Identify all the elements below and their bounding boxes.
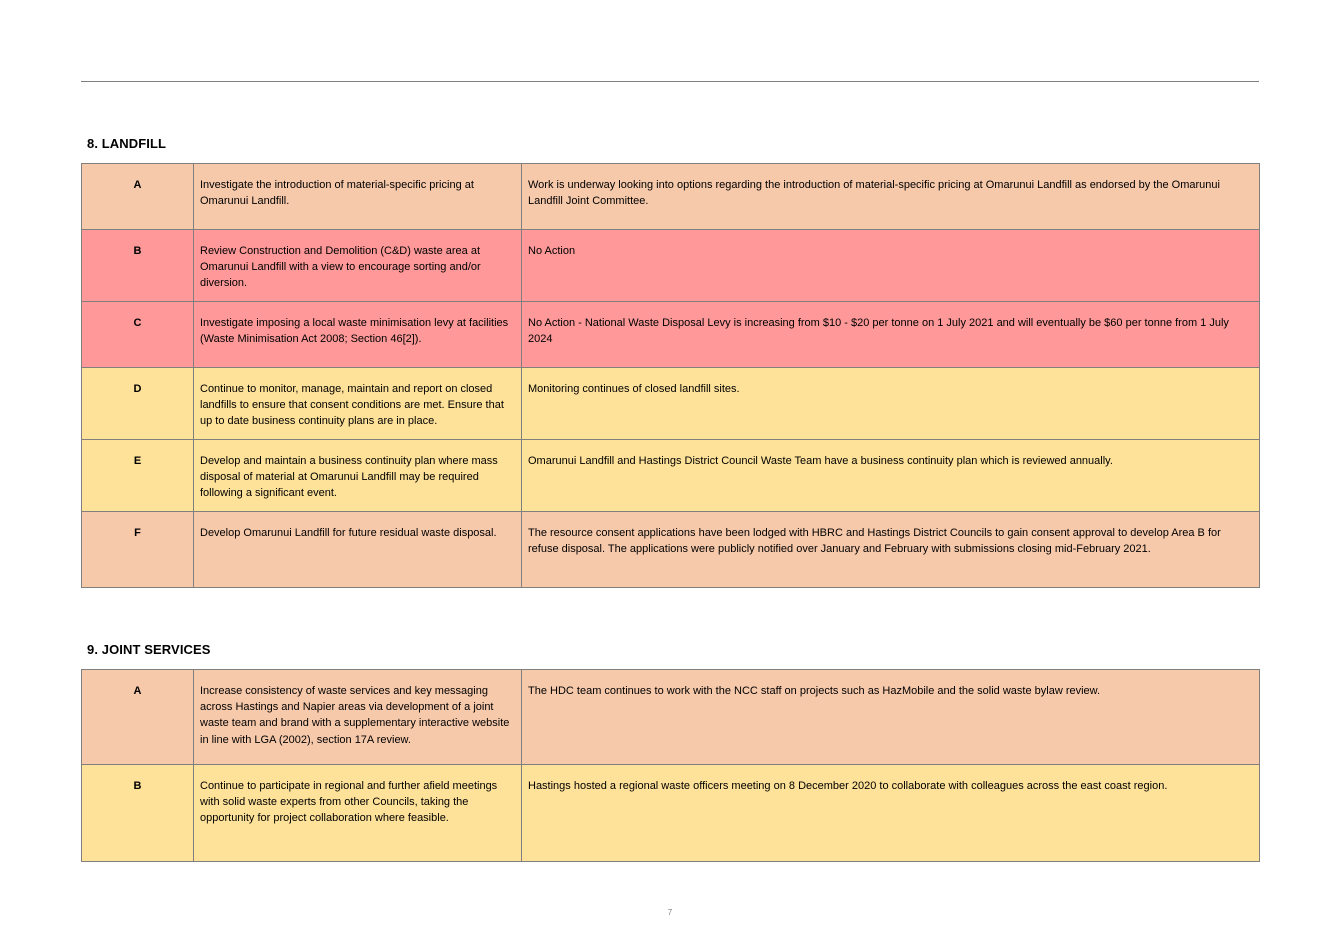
table-row <box>82 765 1260 862</box>
row-code: A <box>82 164 194 230</box>
row-action: Investigate imposing a local waste minimisation levy at facilities (Waste Minimisation Act 2008; Section 46[2]). <box>194 302 522 368</box>
row-status: Omarunui Landfill and Hastings District Council Waste Team have a business continuity plan which is reviewed annually. <box>522 440 1260 512</box>
row-action: Develop Omarunui Landfill for future residual waste disposal. <box>194 512 522 588</box>
row-code: B <box>82 765 194 862</box>
row-code: D <box>82 368 194 440</box>
table-row <box>82 230 1260 302</box>
row-status: No Action - National Waste Disposal Levy is increasing from $10 - $20 per tonne on 1 July 2021 and will eventually be $60 per tonne from 1 July 2024 <box>522 302 1260 368</box>
row-action: Increase consistency of waste services and key messaging across Hastings and Napier areas via development of a joint waste team and brand with a supplementary interactive website in line with LGA (2002), section 17A review. <box>194 670 522 765</box>
section-title-joint-services: 9. JOINT SERVICES <box>87 642 211 657</box>
row-status: Monitoring continues of closed landfill sites. <box>522 368 1260 440</box>
row-code: C <box>82 302 194 368</box>
row-action: Investigate the introduction of material-specific pricing at Omarunui Landfill. <box>194 164 522 230</box>
section-title-landfill: 8. LANDFILL <box>87 136 167 151</box>
row-code: F <box>82 512 194 588</box>
table-row <box>82 670 1260 765</box>
header-rule <box>81 81 1259 82</box>
row-status: No Action <box>522 230 1260 302</box>
row-status: Work is underway looking into options regarding the introduction of material-specific pricing at Omarunui Landfill as endorsed by the Omarunui Landfill Joint Committee. <box>522 164 1260 230</box>
joint-services-table <box>81 669 1260 862</box>
table-row <box>82 368 1260 440</box>
row-code: A <box>82 670 194 765</box>
row-action: Develop and maintain a business continuity plan where mass disposal of material at Omarunui Landfill may be required following a significant event. <box>194 440 522 512</box>
table-row <box>82 164 1260 230</box>
row-action: Continue to participate in regional and further afield meetings with solid waste experts from other Councils, taking the opportunity for project collaboration where feasible. <box>194 765 522 862</box>
row-code: B <box>82 230 194 302</box>
table-row <box>82 302 1260 368</box>
page-number: 7 <box>667 908 673 917</box>
table-row <box>82 512 1260 588</box>
row-action: Continue to monitor, manage, maintain and report on closed landfills to ensure that consent conditions are met. Ensure that up to date business continuity plans are in place. <box>194 368 522 440</box>
row-code: E <box>82 440 194 512</box>
row-status: Hastings hosted a regional waste officers meeting on 8 December 2020 to collaborate with colleagues across the east coast region. <box>522 765 1260 862</box>
row-action: Review Construction and Demolition (C&D) waste area at Omarunui Landfill with a view to encourage sorting and/or diversion. <box>194 230 522 302</box>
row-status: The HDC team continues to work with the NCC staff on projects such as HazMobile and the solid waste bylaw review. <box>522 670 1260 765</box>
table-row <box>82 440 1260 512</box>
row-status: The resource consent applications have been lodged with HBRC and Hastings District Councils to gain consent approval to develop Area B for refuse disposal. The applications were publicly notified over January and February with submissions closing mid-February 2021. <box>522 512 1260 588</box>
landfill-table <box>81 163 1260 588</box>
